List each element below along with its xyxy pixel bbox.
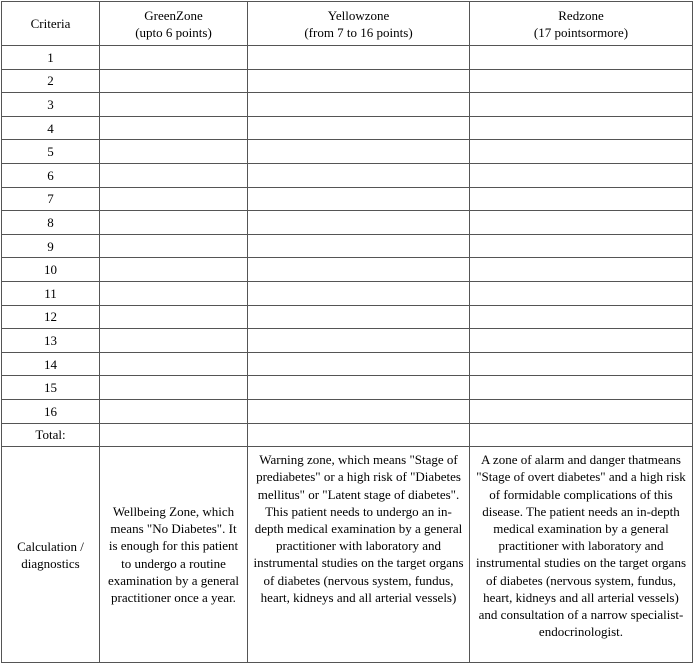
criteria-row xyxy=(2,234,693,258)
red-zone-subtitle: (17 pointsormore) xyxy=(533,24,629,40)
yellow-cell[interactable] xyxy=(248,116,470,140)
yellow-cell[interactable] xyxy=(248,399,470,423)
red-cell[interactable] xyxy=(470,116,693,140)
row-number: 9 xyxy=(2,234,100,258)
red-cell[interactable] xyxy=(470,281,693,305)
red-zone-diagnosis: A zone of alarm and danger thatmeans "Stage of overt diabetes" and a high risk of formidable complications of this disease. The patient needs an in-depth medical examination by a general practitioner with laboratory and instrumental studies on the target organs of diabetes (nervous system, fundus, heart, kidneys and all arterial vessels) and consultation of a narrow specialist-endocrinologist. xyxy=(470,447,693,663)
criteria-row xyxy=(2,281,693,305)
green-zone-title: GreenZone xyxy=(144,7,203,23)
green-cell[interactable] xyxy=(100,329,248,353)
criteria-row xyxy=(2,211,693,235)
green-cell[interactable] xyxy=(100,258,248,282)
red-cell[interactable] xyxy=(470,69,693,93)
green-cell[interactable] xyxy=(100,163,248,187)
row-number: 11 xyxy=(2,281,100,305)
calculation-label: Calculation / diagnostics xyxy=(2,447,100,663)
header-criteria: Criteria xyxy=(2,2,100,46)
row-number: 2 xyxy=(2,69,100,93)
yellow-cell[interactable] xyxy=(248,46,470,70)
criteria-row xyxy=(2,187,693,211)
criteria-row xyxy=(2,116,693,140)
criteria-row xyxy=(2,329,693,353)
calculation-row xyxy=(2,447,693,663)
criteria-row xyxy=(2,163,693,187)
green-total-cell[interactable] xyxy=(100,423,248,447)
yellow-cell[interactable] xyxy=(248,69,470,93)
total-label: Total: xyxy=(2,423,100,447)
header-yellow-zone xyxy=(248,2,470,46)
red-zone-title: Redzone xyxy=(558,7,604,23)
green-cell[interactable] xyxy=(100,116,248,140)
yellow-cell[interactable] xyxy=(248,187,470,211)
green-cell[interactable] xyxy=(100,234,248,258)
yellow-zone-subtitle: (from 7 to 16 points) xyxy=(304,24,413,40)
criteria-row xyxy=(2,93,693,117)
total-row xyxy=(2,423,693,447)
header-green-zone xyxy=(100,2,248,46)
yellow-cell[interactable] xyxy=(248,211,470,235)
diabetes-risk-table xyxy=(1,1,693,663)
yellow-cell[interactable] xyxy=(248,281,470,305)
row-number: 15 xyxy=(2,376,100,400)
green-cell[interactable] xyxy=(100,140,248,164)
row-number: 13 xyxy=(2,329,100,353)
criteria-row xyxy=(2,305,693,329)
red-cell[interactable] xyxy=(470,399,693,423)
row-number: 16 xyxy=(2,399,100,423)
row-number: 8 xyxy=(2,211,100,235)
criteria-row xyxy=(2,376,693,400)
red-total-cell[interactable] xyxy=(470,423,693,447)
yellow-cell[interactable] xyxy=(248,163,470,187)
header-red-zone xyxy=(470,2,693,46)
red-cell[interactable] xyxy=(470,46,693,70)
red-cell[interactable] xyxy=(470,258,693,282)
criteria-row xyxy=(2,46,693,70)
yellow-cell[interactable] xyxy=(248,258,470,282)
green-cell[interactable] xyxy=(100,305,248,329)
row-number: 3 xyxy=(2,93,100,117)
green-cell[interactable] xyxy=(100,352,248,376)
row-number: 4 xyxy=(2,116,100,140)
yellow-cell[interactable] xyxy=(248,140,470,164)
criteria-row xyxy=(2,258,693,282)
red-cell[interactable] xyxy=(470,140,693,164)
red-cell[interactable] xyxy=(470,93,693,117)
red-cell[interactable] xyxy=(470,163,693,187)
yellow-total-cell[interactable] xyxy=(248,423,470,447)
red-cell[interactable] xyxy=(470,305,693,329)
green-cell[interactable] xyxy=(100,93,248,117)
criteria-row xyxy=(2,69,693,93)
green-zone-subtitle: (upto 6 points) xyxy=(135,24,212,40)
yellow-cell[interactable] xyxy=(248,329,470,353)
yellow-cell[interactable] xyxy=(248,352,470,376)
red-cell[interactable] xyxy=(470,187,693,211)
green-zone-diagnosis: Wellbeing Zone, which means "No Diabetes". It is enough for this patient to undergo a routine examination by a general practitioner once a year. xyxy=(100,447,248,663)
yellow-zone-title: Yellowzone xyxy=(327,7,390,23)
red-cell[interactable] xyxy=(470,234,693,258)
red-cell[interactable] xyxy=(470,376,693,400)
yellow-cell[interactable] xyxy=(248,234,470,258)
criteria-row xyxy=(2,352,693,376)
green-cell[interactable] xyxy=(100,376,248,400)
row-number: 12 xyxy=(2,305,100,329)
row-number: 6 xyxy=(2,163,100,187)
yellow-cell[interactable] xyxy=(248,93,470,117)
criteria-row xyxy=(2,140,693,164)
red-cell[interactable] xyxy=(470,352,693,376)
yellow-zone-diagnosis: Warning zone, which means "Stage of prediabetes" or a high risk of "Diabetes mellitus" or "Latent stage of diabetes". This patient needs to undergo an in-depth medical examination by a general practitioner with laboratory and instrumental studies on the target organs of diabetes (nervous system, fundus, heart, kidneys and all arterial vessels) xyxy=(248,447,470,663)
criteria-row xyxy=(2,399,693,423)
green-cell[interactable] xyxy=(100,399,248,423)
green-cell[interactable] xyxy=(100,187,248,211)
row-number: 7 xyxy=(2,187,100,211)
green-cell[interactable] xyxy=(100,211,248,235)
green-cell[interactable] xyxy=(100,281,248,305)
row-number: 10 xyxy=(2,258,100,282)
row-number: 14 xyxy=(2,352,100,376)
header-row xyxy=(2,2,693,46)
green-cell[interactable] xyxy=(100,46,248,70)
yellow-cell[interactable] xyxy=(248,376,470,400)
green-cell[interactable] xyxy=(100,69,248,93)
red-cell[interactable] xyxy=(470,211,693,235)
yellow-cell[interactable] xyxy=(248,305,470,329)
row-number: 5 xyxy=(2,140,100,164)
red-cell[interactable] xyxy=(470,329,693,353)
row-number: 1 xyxy=(2,46,100,70)
